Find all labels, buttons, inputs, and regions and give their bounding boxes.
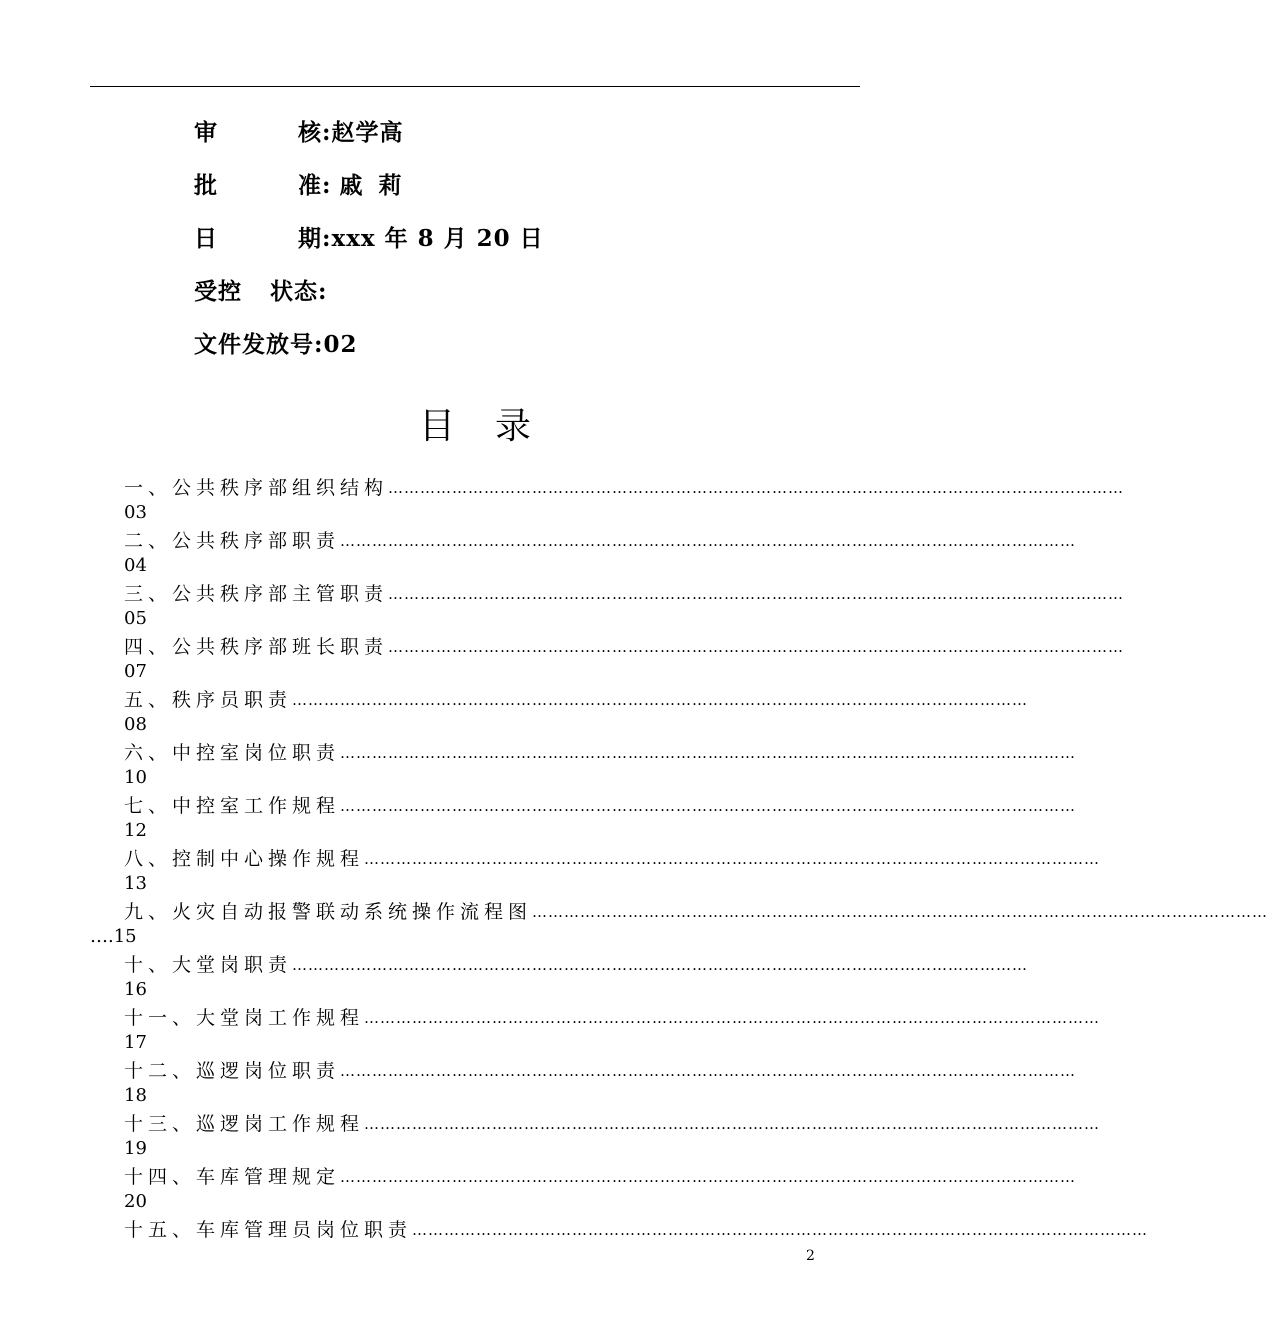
toc-entry-page: 16 [124, 979, 147, 1000]
toc-entry-line [124, 845, 1101, 871]
toc-entry-line [124, 1057, 1077, 1083]
toc-entry-label: 六、中控室岗位职责 [124, 742, 341, 764]
toc-entry[interactable] [90, 633, 1125, 685]
toc-entry-label: 五、秩序员职责 [124, 689, 293, 711]
toc-entry-label: 九、火灾自动报警联动系统操作流程图 [124, 901, 533, 923]
toc-entry-label: 十四、车库管理规定 [124, 1166, 341, 1188]
toc-entry-leader: ………………………………………………………………………………………………………………………… [340, 532, 1077, 550]
toc-entry-label: 十、大堂岗职责 [124, 954, 293, 976]
toc-entry-page: 03 [124, 502, 147, 523]
toc-entry-page: 04 [124, 555, 147, 576]
date-label-b: 期: [298, 225, 332, 252]
toc-entry-page: 20 [124, 1191, 147, 1212]
toc-entry[interactable] [90, 845, 1101, 897]
approver-value: 戚 莉 [339, 172, 406, 199]
toc-entry-line [124, 898, 1268, 924]
toc-entry-page: 19 [124, 1138, 147, 1159]
toc-entry-leader: ………………………………………………………………………………………………………………………… [292, 956, 1029, 974]
approver-row [194, 167, 406, 199]
toc-entry-page: 08 [124, 714, 147, 735]
toc-entry-leader: ………………………………………………………………………………………………………………………… [340, 1062, 1077, 1080]
toc-entry-leader: ………………………………………………………………………………………………………………………… [292, 691, 1029, 709]
issue-value: 02 [323, 331, 358, 358]
toc-entry-page: ….15 [90, 926, 137, 947]
toc-entry-label: 二、公共秩序部职责 [124, 530, 341, 552]
toc-entry-leader: ………………………………………………………………………………………………………………………… [388, 638, 1125, 656]
toc-entry-line [124, 686, 1029, 712]
toc-entry-leader: ………………………………………………………………………………………………………………………… [364, 1115, 1101, 1133]
toc-entry-leader: ………………………………………………………………………………………………………………………… [388, 479, 1125, 497]
toc-entry[interactable] [90, 1216, 1149, 1268]
toc-entry-line [124, 1110, 1101, 1136]
toc-entry-label: 四、公共秩序部班长职责 [124, 636, 389, 658]
toc-entry[interactable] [90, 474, 1125, 526]
toc-entry-leader: ………………………………………………………………………………………………………………………… [364, 1009, 1101, 1027]
toc-entry-page: 17 [124, 1032, 147, 1053]
control-row [194, 273, 328, 305]
toc-title: 目录 [418, 406, 571, 447]
approver-label-a: 批 [194, 172, 218, 199]
toc-entry[interactable] [90, 1163, 1077, 1215]
toc-entry[interactable] [90, 1057, 1077, 1109]
toc-entry-label: 十五、车库管理员岗位职责 [124, 1219, 413, 1241]
date-label-a: 日 [194, 225, 218, 252]
toc-entry-label: 十二、巡逻岗位职责 [124, 1060, 341, 1082]
approver-label-b: 准: [298, 172, 332, 199]
toc-entry-label: 七、中控室工作规程 [124, 795, 341, 817]
toc-entry-leader: ………………………………………………………………………………………………………………………… [412, 1221, 1149, 1239]
reviewer-label-b: 核: [298, 119, 332, 146]
issue-label: 文件发放号: [194, 331, 324, 358]
toc-entry-page: 18 [124, 1085, 147, 1106]
toc-entry-page: 10 [124, 767, 147, 788]
toc-entry-label: 三、公共秩序部主管职责 [124, 583, 389, 605]
toc-entry-line [124, 580, 1125, 606]
toc-entry-leader: ………………………………………………………………………………………………………………………… [340, 744, 1077, 762]
toc-entry-label: 十一、大堂岗工作规程 [124, 1007, 365, 1029]
toc-entry-line [124, 474, 1125, 500]
toc-entry-leader: ………………………………………………………………………………………………………………………… [340, 1168, 1077, 1186]
toc-entry-line [124, 739, 1077, 765]
toc-entry[interactable] [90, 951, 1029, 1003]
control-label-a: 受控 [194, 278, 242, 305]
control-label-b: 状态: [270, 278, 328, 305]
toc-entry-line [124, 527, 1077, 553]
reviewer-label-a: 审 [194, 119, 218, 146]
toc-entry-label: 十三、巡逻岗工作规程 [124, 1113, 365, 1135]
toc-entry-leader: ………………………………………………………………………………………………………………………… [364, 850, 1101, 868]
toc-entry[interactable] [90, 686, 1029, 738]
header-rule [90, 86, 860, 87]
toc-entry[interactable] [90, 1110, 1101, 1162]
toc-entry-page: 05 [124, 608, 147, 629]
toc-entry[interactable] [90, 1004, 1101, 1056]
page-number: 2 [806, 1248, 815, 1264]
toc-entry-page: 12 [124, 820, 147, 841]
toc-entry-label: 八、控制中心操作规程 [124, 848, 365, 870]
toc-entry[interactable] [90, 580, 1125, 632]
toc-entry[interactable] [90, 792, 1077, 844]
toc-entry-leader: ………………………………………………………………………………………………………………………… [532, 903, 1268, 921]
toc-entry-line [124, 1004, 1101, 1030]
toc-entry-line [124, 951, 1029, 977]
toc-entry-label: 一、公共秩序部组织结构 [124, 477, 389, 499]
toc-entry-line [124, 1163, 1077, 1189]
toc-entry-line [124, 1216, 1149, 1242]
issue-row [194, 326, 358, 358]
toc-entry-line [124, 792, 1077, 818]
toc-entry-page: 07 [124, 661, 147, 682]
toc-entry-leader: ………………………………………………………………………………………………………………………… [340, 797, 1077, 815]
reviewer-value: 赵学高 [331, 119, 404, 146]
toc-entry[interactable] [90, 739, 1077, 791]
date-value: xxx 年 8 月 20 日 [331, 225, 544, 252]
toc-entry-leader: ………………………………………………………………………………………………………………………… [388, 585, 1125, 603]
toc-entry[interactable] [90, 527, 1077, 579]
reviewer-row [194, 114, 404, 146]
date-row [194, 220, 544, 252]
toc-entry[interactable] [90, 898, 1268, 950]
toc-entry-page: 13 [124, 873, 147, 894]
toc-entry-line [124, 633, 1125, 659]
